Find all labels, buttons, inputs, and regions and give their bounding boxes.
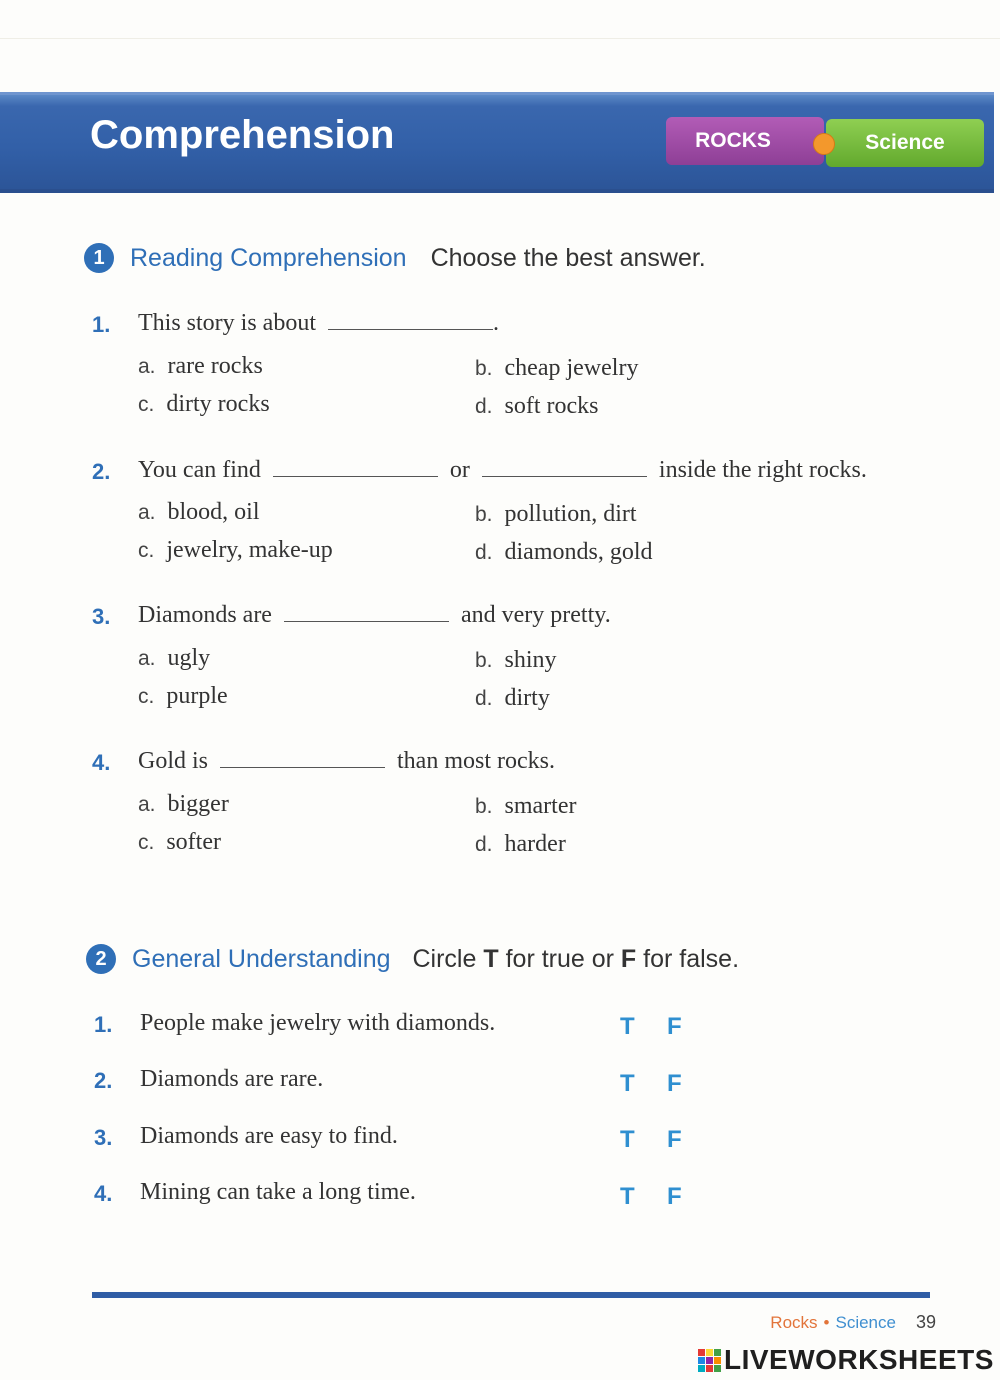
science-tag: Science <box>826 119 984 167</box>
option[interactable]: c. softer <box>138 829 221 855</box>
tag-connector-dot <box>813 133 835 155</box>
question-number: 2. <box>92 459 111 484</box>
statement-number: 2. <box>94 1068 113 1093</box>
answer-blank[interactable] <box>482 460 647 477</box>
page-title: Comprehension <box>90 113 395 157</box>
option[interactable]: a. blood, oil <box>138 499 260 525</box>
answer-blank[interactable] <box>284 605 449 622</box>
true-option[interactable]: T <box>620 1126 635 1153</box>
question-number: 1. <box>92 312 111 337</box>
option[interactable]: b. smarter <box>475 793 577 819</box>
option[interactable]: c. jewelry, make-up <box>138 537 333 563</box>
true-option[interactable]: T <box>620 1013 635 1040</box>
statement-text: People make jewelry with diamonds. <box>140 1010 496 1036</box>
option[interactable]: b. cheap jewelry <box>475 355 639 381</box>
section2-title: General Understanding <box>132 944 391 973</box>
option[interactable]: d. dirty <box>475 685 550 711</box>
rocks-tag: ROCKS <box>666 117 824 165</box>
section2-header <box>86 944 739 974</box>
footer-science: Science <box>835 1313 896 1332</box>
section1-header <box>84 243 706 273</box>
statement-text: Mining can take a long time. <box>140 1179 416 1205</box>
option[interactable]: c. dirty rocks <box>138 391 270 417</box>
statement-text: Diamonds are rare. <box>140 1066 324 1092</box>
question-number: 4. <box>92 750 111 775</box>
false-option[interactable]: F <box>667 1183 682 1210</box>
question-stem: You can find or inside the right rocks. <box>138 457 867 483</box>
section2-number: 2 <box>86 944 116 974</box>
section1-number: 1 <box>84 243 114 273</box>
statement-number: 4. <box>94 1181 113 1206</box>
section2-instruction: Circle T for true or F for false. <box>412 944 740 973</box>
liveworksheets-watermark <box>698 1344 994 1376</box>
answer-blank[interactable] <box>328 313 493 330</box>
footer-separator: • <box>823 1313 830 1332</box>
section1-title: Reading Comprehension <box>130 243 407 272</box>
false-option[interactable]: F <box>667 1126 682 1153</box>
top-divider <box>0 38 1000 39</box>
question-number: 3. <box>92 604 111 629</box>
answer-blank[interactable] <box>220 751 385 768</box>
false-option[interactable]: F <box>667 1070 682 1097</box>
option[interactable]: a. ugly <box>138 645 211 671</box>
footer-rocks: Rocks <box>770 1313 818 1332</box>
option[interactable]: b. shiny <box>475 647 557 673</box>
page-footer <box>770 1312 936 1333</box>
statement-text: Diamonds are easy to find. <box>140 1123 398 1149</box>
option[interactable]: d. harder <box>475 831 566 857</box>
bottom-divider <box>92 1292 930 1298</box>
question-stem: This story is about . <box>138 310 499 336</box>
option[interactable]: a. rare rocks <box>138 353 263 379</box>
option[interactable]: a. bigger <box>138 791 229 817</box>
answer-blank[interactable] <box>273 460 438 477</box>
question-stem: Gold is than most rocks. <box>138 748 555 774</box>
option[interactable]: d. diamonds, gold <box>475 539 653 565</box>
section1-instruction: Choose the best answer. <box>430 243 706 272</box>
true-option[interactable]: T <box>620 1070 635 1097</box>
option[interactable]: b. pollution, dirt <box>475 501 637 527</box>
header-banner <box>0 92 994 193</box>
true-option[interactable]: T <box>620 1183 635 1210</box>
question-stem: Diamonds are and very pretty. <box>138 602 611 628</box>
watermark-logo-icon <box>698 1349 721 1372</box>
page-number: 39 <box>915 1312 936 1332</box>
false-option[interactable]: F <box>667 1013 682 1040</box>
option[interactable]: c. purple <box>138 683 228 709</box>
statement-number: 1. <box>94 1012 113 1037</box>
statement-number: 3. <box>94 1125 113 1150</box>
option[interactable]: d. soft rocks <box>475 393 599 419</box>
watermark-text: LIVEWORKSHEETS <box>724 1344 994 1375</box>
